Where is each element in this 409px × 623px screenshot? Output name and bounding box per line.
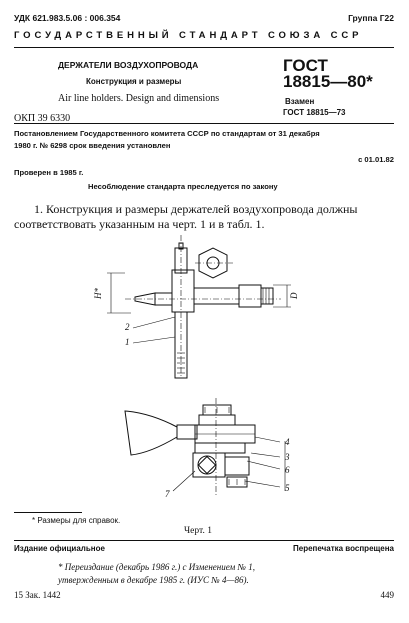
technical-drawing [95, 233, 315, 513]
okp-code: ОКП 39 6330 [14, 113, 71, 124]
effective-date: с 01.01.82 [358, 155, 394, 164]
decree-line-1: Постановлением Государственного комитета СССР по стандартам от 31 декабря [14, 129, 320, 138]
gost-number: 18815—80* [283, 72, 373, 91]
page-number: 449 [380, 590, 394, 600]
title-block-rule [14, 123, 394, 124]
dim-d-label: D [289, 292, 299, 299]
figure-caption: Черт. 1 [184, 526, 212, 536]
paragraph-line-2: соответствовать указанным на черт. 1 и в табл. 1. [14, 217, 265, 231]
legal-warning: Несоблюдение стандарта преследуется по закону [88, 182, 278, 191]
paragraph-line-1: 1. Конструкция и размеры держателей воздухопровода должны [34, 202, 358, 216]
print-order: 15 Зак. 1442 [14, 590, 61, 600]
document-subtitle: Конструкция и размеры [86, 77, 182, 86]
standard-banner: ГОСУДАРСТВЕННЫЙ СТАНДАРТ СОЮЗА ССР [14, 30, 363, 41]
decree-line-2: 1980 г. № 6298 срок введения установлен [14, 141, 171, 150]
callout-6: 6 [285, 465, 290, 475]
checked-year: Проверен в 1985 г. [14, 168, 84, 177]
document-title: ДЕРЖАТЕЛИ ВОЗДУХОПРОВОДА [58, 60, 199, 70]
dim-h-label: H* [93, 288, 103, 299]
reprint-forbidden: Перепечатка воспрещена [293, 544, 394, 553]
english-title: Air line holders. Design and dimensions [58, 93, 220, 104]
callout-7: 7 [165, 489, 170, 499]
footnote-rule [14, 512, 82, 513]
reference-note: * Размеры для справок. [32, 516, 121, 525]
official-edition: Издание официальное [14, 544, 105, 553]
reissue-line-1: * Переиздание (декабрь 1986 г.) с Изменением № 1, [58, 562, 255, 572]
gost-label: ГОСТ [283, 56, 328, 75]
callout-5: 5 [285, 483, 290, 493]
footer-rule [14, 540, 394, 541]
header-rule [14, 47, 394, 48]
callout-4: 4 [285, 437, 290, 447]
callout-1: 1 [125, 337, 130, 347]
callout-3: 3 [285, 452, 290, 462]
callout-2: 2 [125, 322, 130, 332]
reissue-line-2: утвержденным в декабре 1985 г. (ИУС № 4—86). [58, 575, 249, 585]
replaces-label: Взамен [285, 97, 315, 106]
udk-code: УДК 621.983.5.06 : 006.354 [14, 13, 121, 23]
lower-assembly [125, 398, 285, 495]
group-code: Группа Г22 [348, 13, 394, 23]
upper-assembly [107, 235, 291, 378]
replaces-gost: ГОСТ 18815—73 [283, 108, 346, 117]
